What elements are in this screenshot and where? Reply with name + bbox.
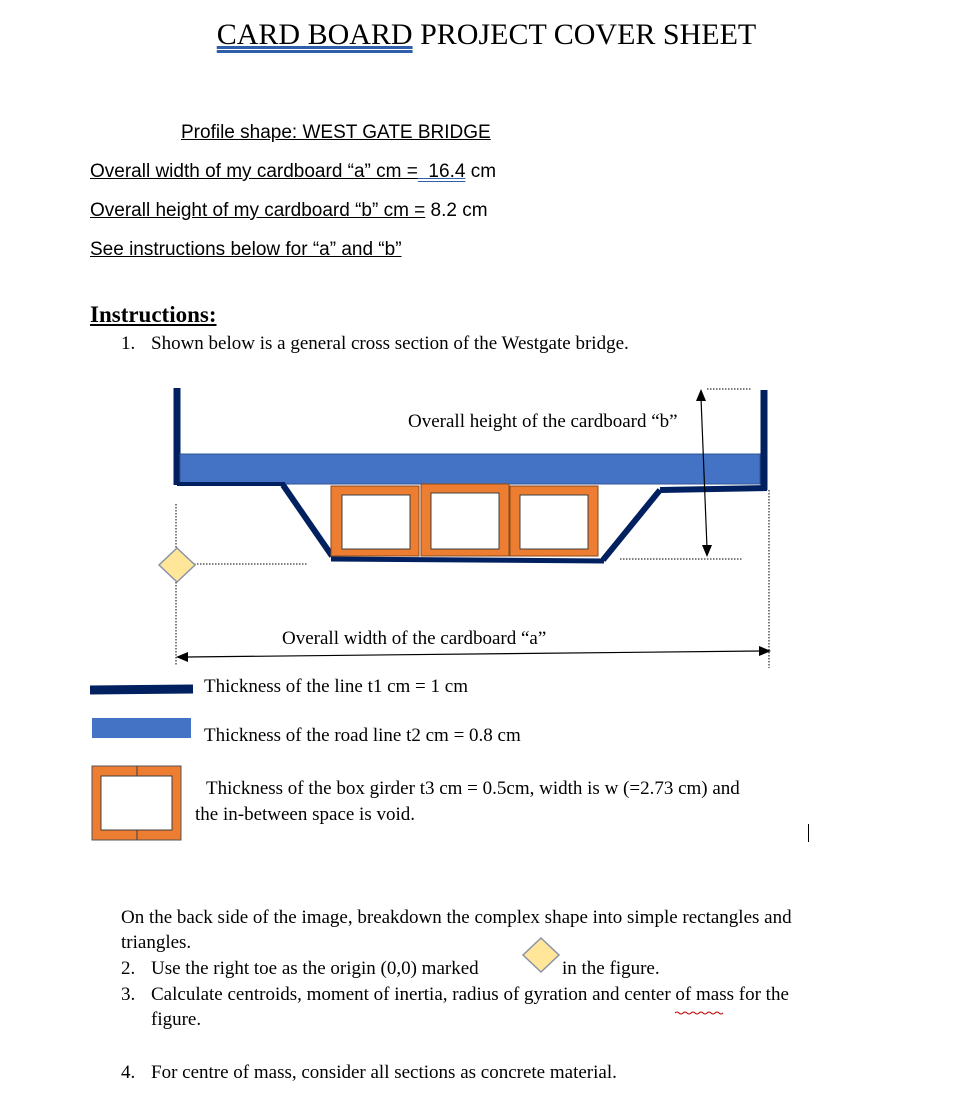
road-deck (180, 454, 760, 484)
steps-intro-line1: On the back side of the image, breakdown the complex shape into simple rectangles and (121, 907, 792, 928)
diagram-width-label: Overall width of the cardboard “a” (282, 628, 547, 649)
right-slant-line (603, 490, 660, 560)
see-instructions-note: See instructions below for “a” and “b” (90, 239, 402, 260)
title-rest: PROJECT COVER SHEET (412, 18, 757, 51)
step3-text-line1: Calculate centroids, moment of inertia, radius of gyration and center of mass for the (151, 984, 789, 1005)
width-value[interactable]: 16.4 (417, 161, 466, 182)
step-2 (121, 958, 479, 980)
profile-shape-field: Profile shape: WEST GATE BRIDGE (181, 122, 491, 143)
legend-girder-text-line1: Thickness of the box girder t3 cm = 0.5cm, width is w (=2.73 cm) and (206, 778, 740, 799)
step2-number: 2. (121, 958, 136, 979)
item-number: 1. (121, 333, 136, 354)
box-girder-3-void (520, 495, 588, 549)
legend-road-t2-text: Thickness of the road line t2 cm = 0.8 cm (204, 725, 521, 746)
step4-text: For centre of mass, consider all sections as concrete material. (151, 1062, 617, 1083)
step3-number: 3. (121, 984, 136, 1005)
title-underlined-part: CARD BOARD (216, 18, 413, 51)
right-underside-line (660, 488, 767, 490)
legend-line-t1-swatch (90, 689, 193, 690)
origin-diamond-icon (159, 548, 195, 582)
box-girder-2-void (431, 493, 499, 549)
height-value[interactable]: 8.2 cm (425, 200, 488, 221)
legend-girder-void (101, 776, 172, 830)
height-arrow-bottom-head (702, 545, 712, 557)
spellcheck-squiggle (675, 1012, 723, 1014)
text-cursor (808, 824, 809, 842)
legend-girder-text-line2: the in-between space is void. (195, 804, 416, 825)
box-girder-1-void (342, 495, 410, 549)
legend-line-t1-text: Thickness of the line t1 cm = 1 cm (204, 676, 468, 697)
bottom-flange-line (331, 559, 604, 561)
step2-text-before: Use the right toe as the origin (0,0) marked (151, 958, 479, 979)
instructions-heading: Instructions: (90, 302, 217, 327)
step2-text-after: in the figure. (562, 958, 660, 979)
steps-intro-line2: triangles. (121, 932, 192, 953)
height-label: Overall height of my cardboard “b” cm = (90, 200, 426, 221)
width-arrow-left-head (176, 652, 188, 662)
width-unit: cm (465, 161, 497, 182)
step-3 (121, 984, 789, 1006)
legend-road-t2-swatch (92, 718, 191, 738)
width-label: Overall width of my cardboard “a” cm = (90, 161, 418, 182)
item-text: Shown below is a general cross section of the Westgate bridge. (151, 333, 629, 354)
left-slant-line (283, 485, 332, 556)
step3-text-line2: figure. (151, 1009, 202, 1030)
step2-diamond-icon (523, 938, 559, 972)
step4-number: 4. (121, 1062, 136, 1083)
diagram-height-label: Overall height of the cardboard “b” (408, 411, 678, 432)
step-4 (121, 1062, 617, 1084)
width-dimension-arrow (186, 651, 760, 657)
legend-box-girder-swatch (92, 766, 181, 840)
height-arrow-top-head (696, 389, 706, 401)
